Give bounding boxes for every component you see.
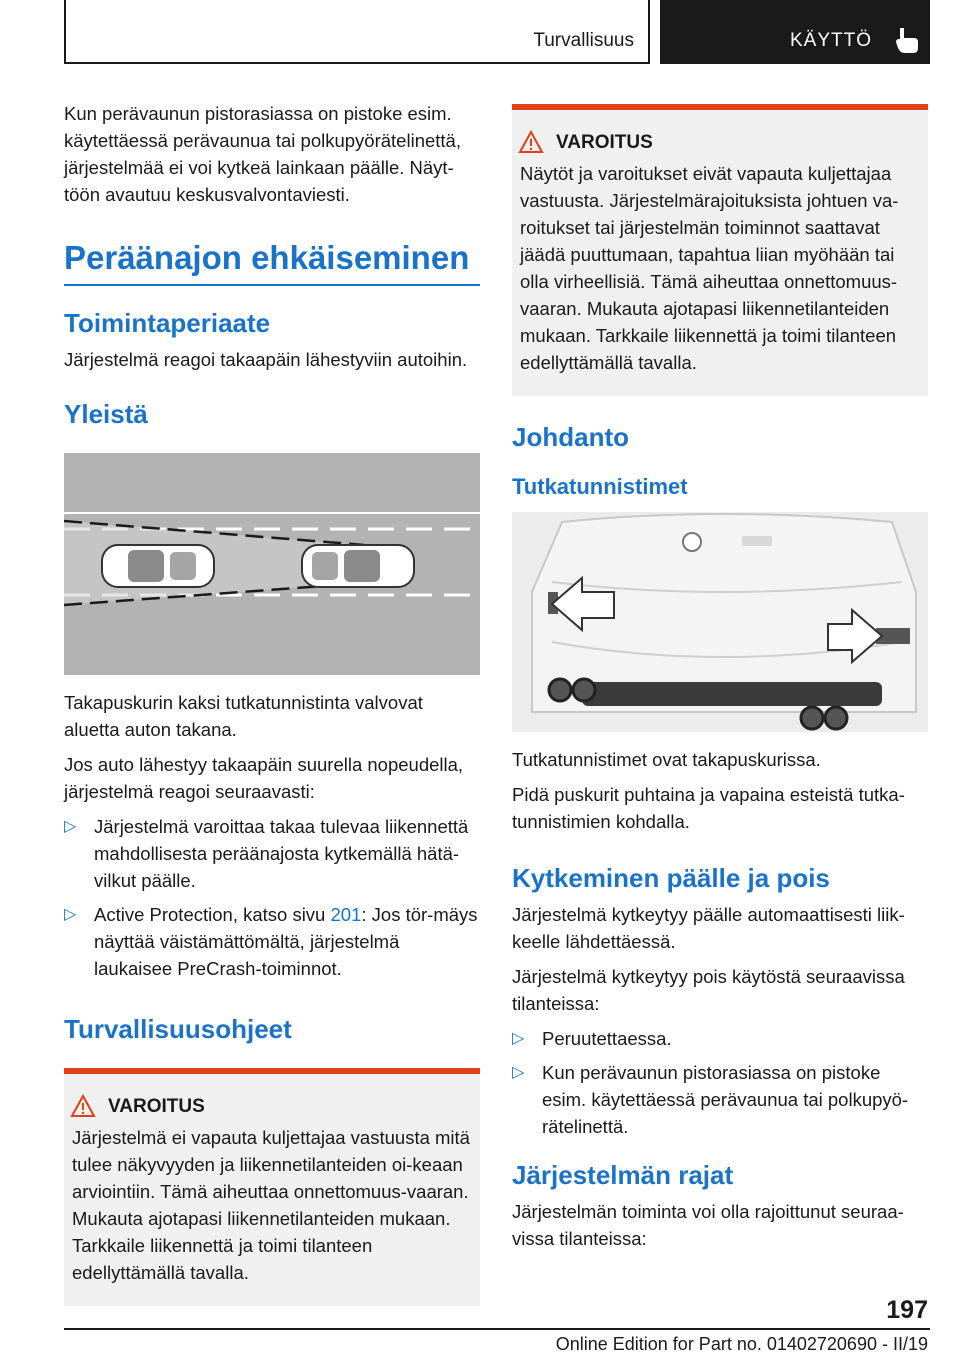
warning-box-left <box>64 1068 480 1306</box>
heading-radar-sensors: Tutkatunnistimet <box>512 474 688 499</box>
header-section-title: Turvallisuus <box>533 30 634 51</box>
list-item: ▷ Järjestelmä varoittaa takaa tulevaa liikennettä mahdollisesta peräänajosta kytkemällä hätä‐vilkut päälle. <box>64 813 480 894</box>
list-item: ▷ Active Protection, katso sivu 201: Jos tör‐mäys näyttää väistämättömältä, järjestelmä laukaisee PreCrash-toiminnot. <box>64 901 480 982</box>
caption-radar: Takapuskurin kaksi tutkatunnistinta valvovat aluetta auton takana. <box>64 692 423 740</box>
main-heading: Peräänajon ehkäiseminen <box>64 238 480 286</box>
bullet-triangle-icon: ▷ <box>64 818 77 835</box>
caption-approach: Jos auto lähestyy takaapäin suurella nopeudella, järjestelmä reagoi seuraavasti: <box>64 754 464 802</box>
principle-paragraph: Järjestelmä reagoi takaapäin lähestyviin autoihin. <box>64 349 468 370</box>
header-chapter-title: KÄYTTÖ <box>790 30 873 51</box>
heading-principle: Toimintaperiaate <box>64 308 271 338</box>
warning-triangle-icon <box>518 130 544 154</box>
front-car-icon <box>302 545 414 587</box>
brand-badge-icon <box>683 533 701 551</box>
intro-paragraph: Kun perävaunun pistorasiassa on pistoke esim. käytettäessä perävaunua tai polkupyörätelinettä, järjestelmää ei voi kytkeä lainkaan päälle. Näyt‐töön avautuu keskusvalvontaviesti. <box>64 103 461 205</box>
car-rear-diagram <box>512 512 928 732</box>
header-section-box <box>64 0 650 64</box>
list-item: ▷ Kun perävaunun pistorasiassa on pistoke esim. käytettäessä perävaunua tai polkupyö‐rätelinettä. <box>512 1059 928 1140</box>
warning-triangle-icon <box>70 1094 96 1118</box>
off-conditions-list <box>512 1025 928 1140</box>
car-rear-illustration <box>512 512 928 732</box>
sensors-caption: Tutkatunnistimet ovat takapuskurissa. <box>512 749 821 770</box>
sensors-paragraph: Pidä puskurit puhtaina ja vapaina esteistä tutka‐tunnistimien kohdalla. <box>512 784 905 832</box>
footer-divider <box>64 1328 930 1330</box>
road-illustration <box>64 453 480 675</box>
page-link-201[interactable]: 201 <box>330 904 362 925</box>
heading-general: Yleistä <box>64 399 148 429</box>
rear-car-icon <box>102 545 214 587</box>
page-number: 197 <box>886 1296 928 1324</box>
pointing-hand-icon <box>894 26 920 54</box>
header-chapter-box <box>660 0 930 64</box>
heading-safety: Turvallisuusohjeet <box>64 1014 292 1044</box>
warning-box-right <box>512 104 928 396</box>
right-column <box>512 104 928 1260</box>
warning-title: VAROITUS <box>556 132 920 154</box>
footer-edition: Online Edition for Part no. 01402720690 - II/19 <box>555 1334 928 1354</box>
on-off-paragraph-1: Järjestelmä kytkeytyy päälle automaattisesti liik‐keelle lähdettäessä. <box>512 904 905 952</box>
bullet-triangle-icon: ▷ <box>512 1030 525 1047</box>
road-diagram <box>64 453 480 675</box>
bullet-triangle-icon: ▷ <box>64 906 77 923</box>
warning-text: Järjestelmä ei vapauta kuljettajaa vastuusta mitä tulee näkyvyyden ja liikennetilanteiden oi‐keaan arviointiin. Tämä aiheuttaa onnettomuus‐vaaran. Mukauta ajotapasi liikennetilanteiden mukaan. Tarkkaile liikennettä ja toimi tilanteen edellyttämällä tavalla. <box>72 1127 470 1283</box>
on-off-paragraph-2: Järjestelmä kytkeytyy pois käytöstä seuraavissa tilanteissa: <box>512 966 905 1014</box>
limits-paragraph: Järjestelmän toiminta voi olla rajoittunut seuraa‐vissa tilanteissa: <box>512 1201 904 1249</box>
warning-text: Näytöt ja varoitukset eivät vapauta kuljettajaa vastuusta. Järjestelmärajoituksista johtuen va‐roitukset tai järjestelmän toiminnot saattavat jäädä puuttumaan, tapahtua liian myöhään tai olla virheellisiä. Tämä aiheuttaa onnettomuus‐vaaran. Mukauta ajotapasi liikennetilanteiden mukaan. Tarkkaile liikennettä ja toimi tilanteen edellyttämällä tavalla. <box>520 163 899 373</box>
left-column <box>64 100 480 1306</box>
heading-system-limits: Järjestelmän rajat <box>512 1160 734 1190</box>
reaction-list <box>64 813 480 982</box>
warning-title: VAROITUS <box>108 1096 472 1118</box>
heading-introduction: Johdanto <box>512 422 629 452</box>
bullet-triangle-icon: ▷ <box>512 1064 525 1081</box>
list-item: ▷ Peruutettaessa. <box>512 1025 928 1052</box>
heading-on-off: Kytkeminen päälle ja pois <box>512 863 830 893</box>
